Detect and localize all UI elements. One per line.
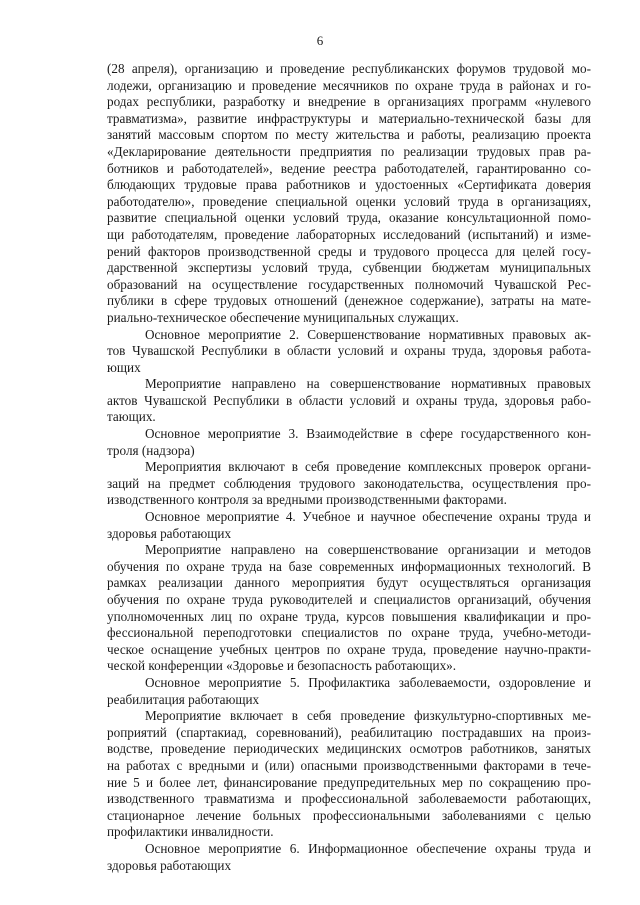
text-line: изводственного контроля за вредными производственными факторами.: [107, 492, 507, 508]
paragraph: [107, 459, 591, 509]
text-line: щи работодателям, проведение лабораторных исследований (испытаний) и изме-: [107, 226, 591, 242]
text-line: изводственного травматизма и профессиональной заболеваемости работающих,: [107, 791, 591, 807]
text-line: Мероприятие направлено на совершенствование нормативных правовых: [145, 376, 591, 392]
text-line: занятий массовым спортом по месту жительства и работы, реализацию проекта: [107, 127, 591, 143]
text-line: Основное мероприятие 6. Информационное обеспечение охраны труда и: [145, 840, 591, 856]
text-line: рений факторов производственной среды и трудового процесса для целей госу-: [107, 243, 591, 259]
paragraph: [107, 327, 591, 377]
text-line: Основное мероприятие 5. Профилактика заболеваемости, оздоровление и: [145, 674, 591, 690]
text-line: (28 апреля), организацию и проведение республиканских форумов трудовой мо-: [107, 61, 591, 76]
paragraph: [107, 841, 591, 874]
text-line: ческое оснащение учебных центров по охране труда, проведение научно-практи-: [107, 641, 591, 657]
text-line: Основное мероприятие 4. Учебное и научное обеспечение охраны труда и: [145, 509, 591, 525]
text-line: тающих.: [107, 409, 156, 425]
text-line: лодежи, организацию и проведение месячников по охране труда в районах и го-: [107, 77, 591, 93]
text-line: здоровья работающих: [107, 525, 232, 541]
document-body: [107, 61, 591, 874]
text-line: Основное мероприятие 3. Взаимодействие в сфере государственного кон-: [145, 426, 591, 442]
text-line: водстве, проведение периодических медицинских осмотров работников, занятых: [107, 741, 591, 757]
text-line: здоровья работающих: [107, 857, 232, 873]
text-line: обучения по охране труда руководителей и специалистов организаций, обучения: [107, 592, 591, 607]
text-line: троля (надзора): [107, 442, 195, 458]
paragraph: [107, 542, 591, 675]
text-line: риально-техническое обеспечение муниципальных служащих.: [107, 309, 459, 325]
text-line: заций на предмет соблюдения трудового законодательства, осуществления про-: [107, 475, 591, 491]
text-line: публики в сфере трудовых отношений (денежное содержание), затраты на мате-: [107, 293, 591, 309]
text-line: фессиональной переподготовки специалистов по охране труда, учебно-методи-: [107, 625, 591, 641]
text-line: реабилитация работающих: [107, 691, 260, 707]
text-line: образований на осуществление государственных полномочий Чувашской Рес-: [107, 276, 591, 292]
text-line: актов Чувашской Республики в области условий и охраны труда, здоровья рабо-: [107, 392, 591, 408]
text-line: рамках реализации данного мероприятия будут осуществляться организация: [107, 575, 591, 591]
text-line: развитие специальной оценки условий труда, оказание консультационной помо-: [107, 210, 591, 226]
paragraph: [107, 708, 591, 841]
text-line: Основное мероприятие 2. Совершенствование нормативных правовых ак-: [145, 326, 591, 342]
text-line: Мероприятия включают в себя проведение комплексных проверок органи-: [145, 459, 591, 475]
text-line: на работах с вредными и (или) опасными производственными факторами в тече-: [107, 757, 591, 773]
paragraph: [107, 376, 591, 426]
text-line: блюдающих трудовые права работников и удостоенных «Сертификата доверия: [107, 177, 591, 193]
text-line: тов Чувашской Республики в области условий и охраны труда, здоровья работа-: [107, 343, 591, 359]
text-line: роприятий (спартакиад, соревнований), реабилитацию пострадавших на произ-: [107, 724, 591, 740]
text-line: травматизма», развитие инфраструктуры и материально-технической базы для: [107, 110, 591, 126]
text-line: обучения по охране труда на базе современных информационных технологий. В: [107, 558, 591, 574]
paragraph: [107, 61, 591, 327]
text-line: ботников и работодателей», ведение реестра работодателей, гарантированно со-: [107, 160, 591, 176]
text-line: «Декларирование деятельности предприятия по реализации трудовых прав ра-: [107, 143, 591, 159]
text-line: Мероприятие направлено на совершенствование организации и методов: [145, 542, 591, 558]
text-line: работодателю», проведение специальной оценки условий труда в организациях,: [107, 193, 591, 209]
page-number: 6: [316, 33, 324, 48]
paragraph: [107, 675, 591, 708]
text-line: уполномоченных лиц по охране труда, курсов повышения квалификации и про-: [107, 608, 591, 624]
text-line: ние 5 и более лет, финансирование предупредительных мер по сокращению про-: [107, 774, 591, 790]
text-line: дарственной экспертизы условий труда, субвенции бюджетам муниципальных: [107, 260, 591, 276]
text-line: ческой конференции «Здоровье и безопасность работающих».: [107, 658, 457, 674]
paragraph: [107, 509, 591, 542]
text-line: профилактики инвалидности.: [107, 824, 274, 840]
paragraph: [107, 426, 591, 459]
text-line: ющих: [107, 359, 141, 375]
text-line: стационарное лечение больных профессиональными заболеваниями с целью: [107, 807, 591, 823]
text-line: Мероприятие включает в себя проведение физкультурно-спортивных ме-: [145, 708, 591, 724]
text-line: родах республики, разработку и внедрение в организациях программ «нулевого: [107, 94, 591, 110]
